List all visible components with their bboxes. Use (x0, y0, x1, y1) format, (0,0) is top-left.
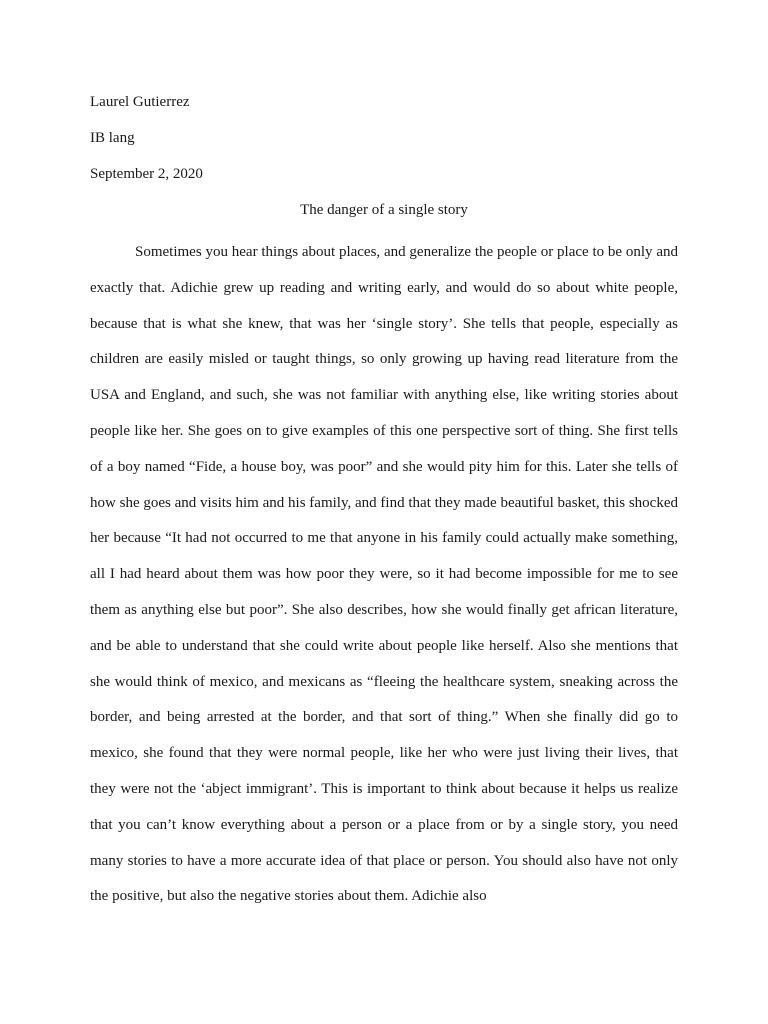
author-name: Laurel Gutierrez (90, 94, 190, 110)
essay-body-paragraph: Sometimes you hear things about places, and generalize the people or place to be only and exactly that. Adichie grew up reading and writing early, and would do so about white people, because that is what she knew, that was her ‘single story’. She tells that people, especially as children are easily misled or taught things, so only growing up having read literature from the USA and England, and such, she was not familiar with anything else, like writing stories about people like her. She goes on to give examples of this one perspective sort of thing. She first tells of a boy named “Fide, a house boy, was poor” and she would pity him for this. Later she tells of how she goes and visits him and his family, and find that they made beautiful basket, this shocked her because “It had not occurred to me that anyone in his family could actually make something, all I had heard about them was how poor they were, so it had become impossible for me to see them as anything else but poor”. She also describes, how she would finally get african literature, and be able to understand that she could write about people like herself. Also she mentions that she would think of mexico, and mexicans as “fleeing the healthcare system, sneaking across the border, and being arrested at the border, and that sort of thing.” When she finally did go to mexico, she found that they were normal people, like her who were just living their lives, that they were not the ‘abject immigrant’. This is important to think about because it helps us realize that you can’t know everything about a person or a place from or by a single story, you need many stories to have a more accurate idea of that place or person. You should also have not only the positive, but also the negative stories about them. Adichie also (90, 244, 678, 905)
class-name: IB lang (90, 130, 135, 146)
document-date: September 2, 2020 (90, 166, 203, 182)
essay-title: The danger of a single story (300, 202, 468, 218)
